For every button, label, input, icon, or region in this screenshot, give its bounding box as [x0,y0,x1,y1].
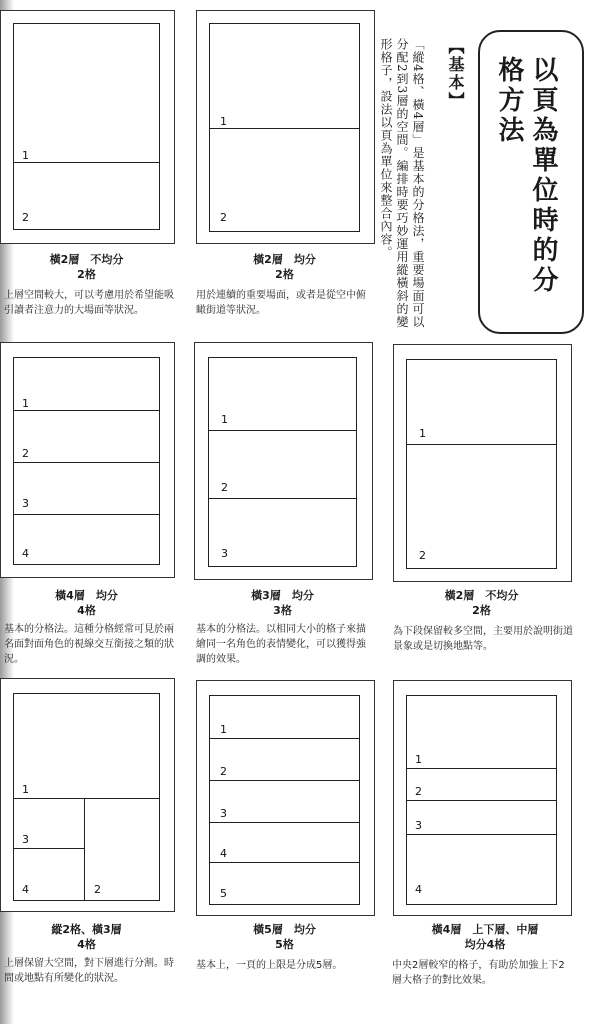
layout-frame [13,693,160,901]
panel-divider [14,798,159,799]
panel-number: 4 [220,847,227,860]
layout-frame [209,23,360,232]
caption-line: 均分4格 [464,938,506,951]
caption-line: 橫5層 均分 [253,923,316,936]
caption-line: 2格 [472,604,491,617]
panel-divider [407,834,556,835]
layout-frame [406,359,557,569]
panel-number: 2 [220,211,227,224]
panel-number: 3 [415,819,422,832]
panel-divider [210,780,359,781]
panel-divider [210,822,359,823]
layout-description: 基本上，一頁的上限是分成5層。 [196,960,343,971]
layout-sheet-3 [0,342,175,578]
layout-caption [393,588,570,618]
caption-line: 2格 [275,268,294,281]
layout-caption [196,252,373,282]
layout-sheet-5 [393,344,572,582]
layout-description: 上層保留大空間，對下層進行分割。時間或地點有所變化的狀況。 [4,958,174,984]
panel-number: 4 [22,547,29,560]
layout-sheet-6 [0,678,175,912]
panel-divider [14,514,159,515]
panel-number: 2 [419,549,426,562]
layout-caption [194,588,371,618]
caption-line: 橫3層 均分 [251,589,314,602]
intro-text: 「縱4格、橫4層」是基本的分格法，重要場面可以分配2到3層的空間。編排時要巧妙運用縱橫斜的變形格子，設法以頁為單位來整合內容。 [379,38,425,329]
layout-frame [13,23,160,230]
caption-line: 橫2層 均分 [253,253,316,266]
layout-description: 用於連續的重要場面，或者是從空中俯瞰街道等狀況。 [196,290,366,316]
layout-frame [209,695,360,905]
panel-number: 3 [221,547,228,560]
panel-number: 2 [415,785,422,798]
layout-description: 上層空間較大，可以考慮用於希望能吸引讀者注意力的大場面等狀況。 [4,290,174,316]
layout-caption [196,922,373,952]
panel-divider [407,800,556,801]
panel-number: 2 [220,765,227,778]
layout-description: 為下段保留較多空間，主要用於說明街道景象或是切換地點等。 [393,626,573,652]
layout-caption [0,588,173,618]
panel-number: 5 [220,887,227,900]
panel-number: 1 [220,115,227,128]
panel-divider [14,410,159,411]
panel-number: 1 [419,427,426,440]
panel-number: 1 [22,783,29,796]
layout-caption [0,252,173,282]
layout-sheet-2 [196,10,375,244]
panel-number: 2 [221,481,228,494]
layout-sheet-4 [194,342,373,580]
layout-frame [208,357,357,567]
panel-number: 1 [22,149,29,162]
caption-line: 橫4層 均分 [55,589,118,602]
panel-number: 2 [22,447,29,460]
panel-divider [210,128,359,129]
layout-frame [406,695,557,905]
panel-divider [209,430,356,431]
layout-description: 基本的分格法。以相同大小的格子來描繪同一名角色的表情變化，可以獲得強調的效果。 [196,624,366,665]
layout-sheet-1 [0,10,175,244]
layout-frame [13,357,160,565]
layout-description: 中央2層較窄的格子，有助於加強上下2層大格子的對比效果。 [392,960,565,986]
caption-line: 橫2層 不均分 [444,589,519,602]
caption-line: 5格 [275,938,294,951]
panel-number: 3 [22,833,29,846]
layout-caption [0,922,173,952]
layout-sheet-8 [393,680,572,916]
panel-number: 1 [415,753,422,766]
panel-number: 1 [221,413,228,426]
caption-line: 2格 [77,268,96,281]
panel-number: 3 [22,497,29,510]
panel-number: 1 [22,397,29,410]
caption-line: 4格 [77,604,96,617]
panel-divider [407,768,556,769]
panel-number: 2 [94,883,101,896]
panel-number: 2 [22,211,29,224]
page-title: 以頁為單位時的分格方法 [494,56,558,296]
panel-divider [210,862,359,863]
caption-line: 橫2層 不均分 [49,253,124,266]
panel-number: 3 [220,807,227,820]
panel-divider [14,162,159,163]
caption-line: 縱2格、橫3層 [51,923,122,936]
caption-line: 橫4層 上下層、中層 [431,923,539,936]
caption-line: 4格 [77,938,96,951]
section-label: 【基本】 [446,38,465,110]
caption-line: 3格 [273,604,292,617]
layout-description: 基本的分格法。這種分格經常可見於兩名面對面角色的視線交互銜接之類的狀況。 [4,624,174,665]
layout-sheet-7 [196,680,375,916]
panel-divider [14,848,85,849]
panel-divider [210,738,359,739]
panel-divider [14,462,159,463]
panel-divider [84,798,85,900]
panel-divider [209,498,356,499]
panel-number: 4 [22,883,29,896]
layout-caption [390,922,580,952]
panel-number: 1 [220,723,227,736]
panel-number: 4 [415,883,422,896]
panel-divider [407,444,556,445]
